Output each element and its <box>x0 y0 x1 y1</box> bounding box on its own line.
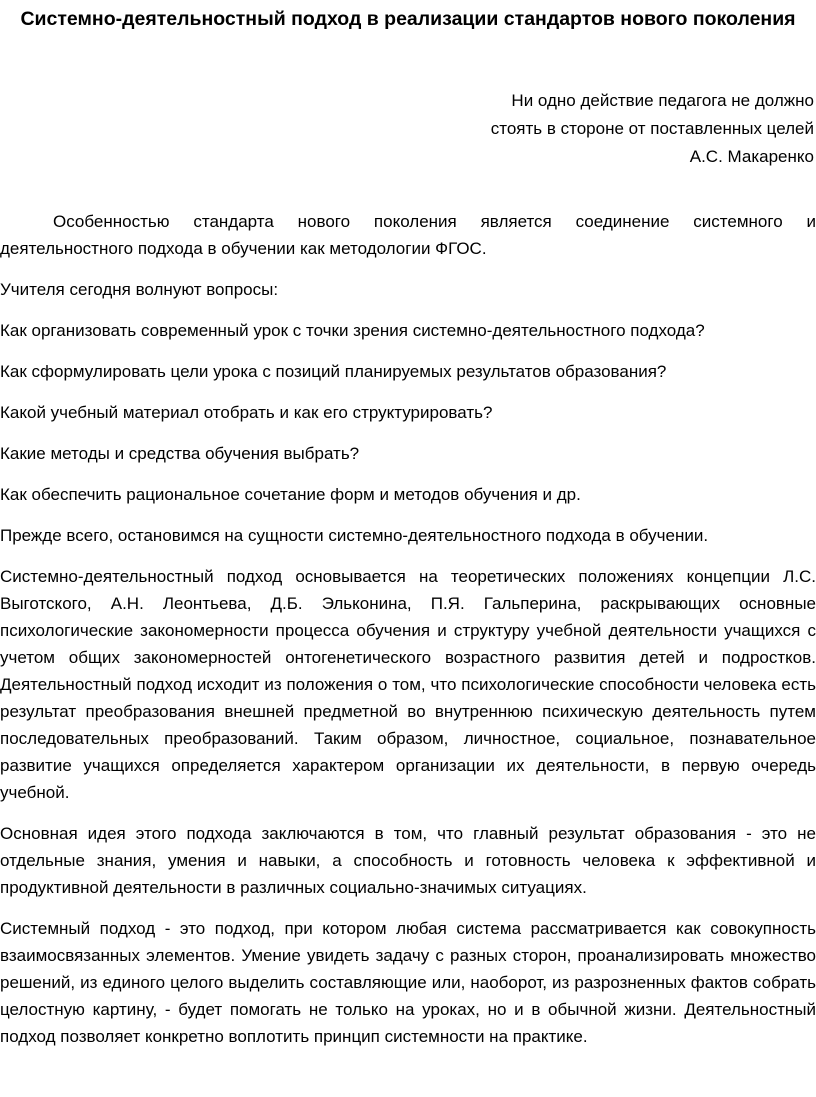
epigraph <box>491 87 814 171</box>
question-item: Какой учебный материал отобрать и как его структурировать? <box>0 403 493 422</box>
document-body <box>0 208 816 1064</box>
question-item: Как сформулировать цели урока с позиций планируемых результатов образования? <box>0 362 667 381</box>
document-title: Системно-деятельностный подход в реализации стандартов нового поколения <box>20 8 796 30</box>
epigraph-line: стоять в стороне от поставленных целей <box>490 119 814 138</box>
paragraph: Прежде всего, остановимся на сущности системно-деятельностного подхода в обучении. <box>0 526 709 545</box>
question-item: Какие методы и средства обучения выбрать? <box>0 444 360 463</box>
paragraph: Системный подход - это подход, при котором любая система рассматривается как совокупность взаимосвязанных элементов. Умение увидеть задачу с разных сторон, проанализировать множество решений, из единого целого выделить составляющие или, наоборот, из разрозненных фактов собрать целостную картину, - будет помогать не только на уроках, но и в обычной жизни. Деятельностный подход позволяет конкретно воплотить принцип системности на практике. <box>0 919 816 1046</box>
paragraph: Особенностью стандарта нового поколения является соединение системного и деятельностного подхода в обучении как методологии ФГОС. <box>0 212 816 258</box>
question-item: Как организовать современный урок с точки зрения системно-деятельностного подхода? <box>0 321 705 340</box>
question-item: Как обеспечить рациональное сочетание форм и методов обучения и др. <box>0 485 581 504</box>
paragraph: Системно-деятельностный подход основывается на теоретических положениях концепции Л.С. Выготского, А.Н. Леонтьева, Д.Б. Эльконина, П.Я. Гальперина, раскрывающих основные психологические закономерности процесса обучения и структуру учебной деятельности учащихся с учетом общих закономерностей онтогенетического возрастного развития детей и подростков. Деятельностный подход исходит из положения о том, что психологические способности человека есть результат преобразования внешней предметной во внутреннюю психическую деятельность путем последовательных преобразований. Таким образом, личностное, социальное, познавательное развитие учащихся определяется характером организации их деятельности, в первую очередь учебной. <box>0 567 816 802</box>
paragraph: Основная идея этого подхода заключаются в том, что главный результат образования - это не отдельные знания, умения и навыки, а способность и готовность человека к эффективной и продуктивной деятельности в различных социально-значимых ситуациях. <box>0 824 816 897</box>
paragraph: Учителя сегодня волнуют вопросы: <box>0 280 279 299</box>
epigraph-author: А.С. Макаренко <box>689 147 814 166</box>
epigraph-line: Ни одно действие педагога не должно <box>511 91 814 110</box>
